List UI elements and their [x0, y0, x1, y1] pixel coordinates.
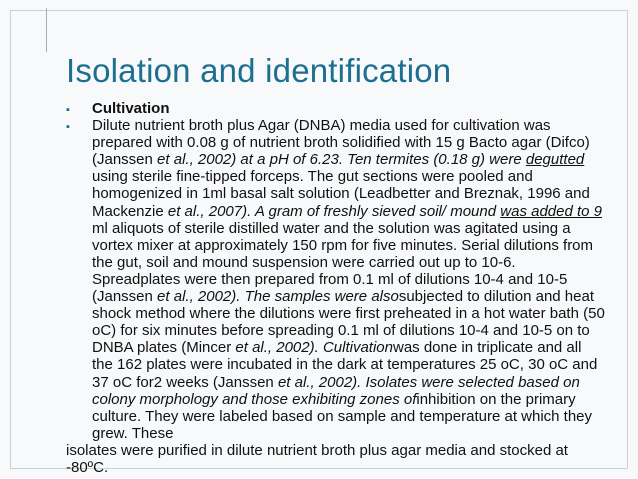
accent-line [46, 8, 47, 52]
text-run-italic: et al., 2002) at a pH of 6.23. Ten termites (0.18 g) were [157, 151, 522, 169]
text-run: inhibition on the primary culture. They were labeled based on sample and temperature at which they grew. These [92, 390, 593, 442]
slide-title: Isolation and identification [66, 52, 452, 89]
text-run: Dilute nutrient broth plus Agar (DNBA) media used for cultivation was prepared with 0.08 g of nutrient broth solidified with 15 g Bacto agar (Difco) (Janssen [92, 117, 590, 169]
square-bullet-icon: ▪ [66, 104, 70, 116]
continuation-paragraph: isolates were purified in dilute nutrient broth plus agar media and stocked at -80ºC. [66, 441, 568, 476]
bullet-method-description [66, 117, 606, 442]
text-run: subjected to dilution and heat shock method where the dilutions were first preheated in a hot water bath (50 oC) for six minutes before spreading 0.1 ml of dilutions 10-4 and 10-5 on to DNBA plates (Mincer [92, 288, 605, 357]
slide-content [66, 100, 606, 476]
text-run: ml aliquots of sterile distilled water and the solution was agitated using a vortex mixer at approximately 150 rpm for five minutes. Serial dilutions from the gut, soil and mound suspension were carried out up to 10-6. Spreadplates were then prepared from 0.1 ml of dilutions 10-4 and 10-5 (Janssen [92, 219, 594, 306]
text-run-italic: et al., 2002). Isolates were selected based on colony morphology and those exhibiting zones of [92, 373, 580, 408]
text-run-italic: et al., [235, 339, 273, 357]
bullet-text: Cultivation [92, 100, 170, 117]
text-run-italic-underline: degutted [525, 151, 585, 169]
text-run-italic-underline: was added to 9 [500, 202, 603, 220]
square-bullet-icon: ▪ [66, 121, 70, 134]
text-run-italic: et al., 2007). A gram of freshly sieved soil/ mound [167, 202, 497, 220]
bullet-cultivation [66, 100, 606, 117]
text-run-italic: et al., 2002). The samples were also [157, 288, 399, 306]
text-run: was done in triplicate and all the 162 plates were incubated in the dark at temperatures 25 oC, 30 oC and 37 oC for2 weeks (Janssen [92, 339, 598, 391]
text-run-italic: 2002). Cultivation [272, 339, 393, 357]
text-run: using sterile fine-tipped forceps. The gut sections were pooled and homogenized in 1ml basal salt solution (Leadbetter and Breznak, 1996 and Mackenzie [92, 168, 590, 220]
